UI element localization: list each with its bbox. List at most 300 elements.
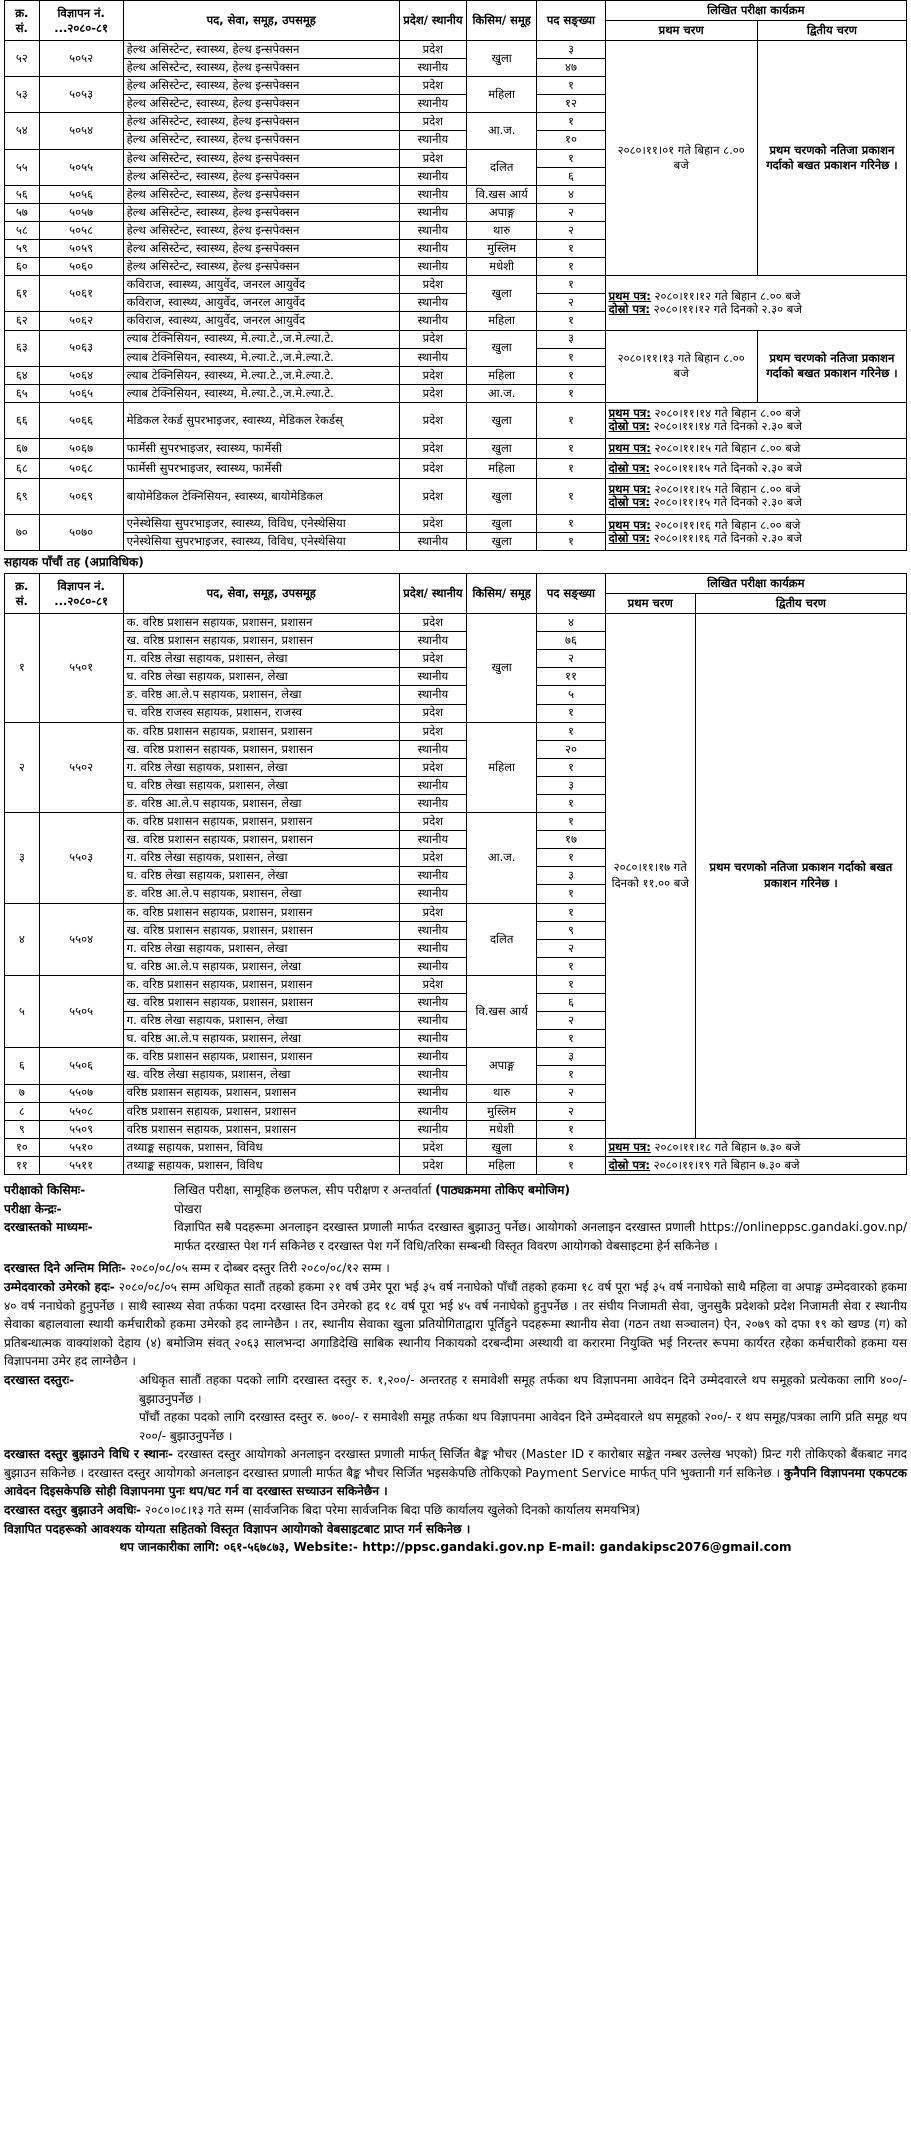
serial-number: १ <box>5 614 40 723</box>
post-type: प्रदेश <box>399 113 466 131</box>
post-count: १ <box>537 348 605 366</box>
paper-time: २०८०।११।१८ गते बिहान ७.३० बजे <box>650 1139 801 1154</box>
fee-row <box>4 1371 907 1445</box>
payment-period-value: २०८०।०८।१३ गते सम्म (सार्वजनिक बिदा परेमा सार्वजनिक बिदा पछि कार्यालय खुलेको दिनको कार्यालय समयभित्र) <box>141 1503 641 1518</box>
paper-schedule-cell <box>605 1156 906 1174</box>
post-type: स्थानीय <box>399 1102 466 1120</box>
paper-schedule-cell <box>605 458 906 478</box>
ad-number: ५०६३ <box>39 330 123 366</box>
post-count: १ <box>537 366 605 384</box>
post-name: ख. वरिष्ठ लेखा सहायक, प्रशासन, लेखा <box>123 1066 399 1084</box>
post-name: कविराज, स्वास्थ्य, आयुर्वेद, जनरल आयुर्वेद <box>123 294 399 312</box>
post-count: १ <box>537 77 605 95</box>
post-count: १ <box>537 813 605 831</box>
post-count: १ <box>537 149 605 167</box>
post-name: ख. वरिष्ठ प्रशासन सहायक, प्रशासन, प्रशासन <box>123 994 399 1012</box>
post-name: क. वरिष्ठ प्रशासन सहायक, प्रशासन, प्रशासन <box>123 722 399 740</box>
category: थारु <box>466 221 536 239</box>
exam-table-health <box>4 0 907 551</box>
ad-number: ५०६९ <box>39 478 123 514</box>
header-second-stage: द्वितीय चरण <box>695 594 906 614</box>
category: महिला <box>466 366 536 384</box>
post-count: ३ <box>537 867 605 885</box>
post-name: घ. वरिष्ठ आ.ले.प सहायक, प्रशासन, लेखा <box>123 957 399 975</box>
post-count: १ <box>537 704 605 722</box>
header-count: पद सङ्ख्या <box>537 1 605 41</box>
post-name: वरिष्ठ प्रशासन सहायक, प्रशासन, प्रशासन <box>123 1084 399 1102</box>
serial-number: ५७ <box>5 203 40 221</box>
exam-type-text: लिखित परीक्षा, सामूहिक छलफल, सीप परीक्षण र अन्तर्वार्ता <box>174 1182 436 1197</box>
ad-number: ५५०५ <box>39 975 123 1047</box>
ad-number: ५०६४ <box>39 366 123 384</box>
post-name: फार्मेसी सुपरभाइजर, स्वास्थ्य, फार्मेसी <box>123 458 399 478</box>
post-type: स्थानीय <box>399 994 466 1012</box>
post-name: हेल्थ असिस्टेन्ट, स्वास्थ्य, हेल्थ इन्सपेक्सन <box>123 131 399 149</box>
paper-schedule-cell <box>605 276 906 330</box>
paper-time: २०८०।११।१४ गते बिहान ८.०० बजे <box>650 406 801 421</box>
table-row <box>5 276 907 294</box>
paper-time: २०८०।११।१५ गते बिहान ८.०० बजे <box>650 440 801 455</box>
post-count: ३ <box>537 330 605 348</box>
second-stage-schedule: प्रथम चरणको नतिजा प्रकाशन गर्दाको बखत प्रकाशन गरिनेछ । <box>757 330 906 402</box>
post-type: प्रदेश <box>399 458 466 478</box>
ad-number: ५०५८ <box>39 221 123 239</box>
ad-number: ५०६० <box>39 258 123 276</box>
serial-number: २ <box>5 722 40 812</box>
deadline-label: दरखास्त दिने अन्तिम मितिः- <box>4 1261 127 1276</box>
table-row <box>5 478 907 514</box>
serial-number: ६७ <box>5 438 40 458</box>
post-name: ख. वरिष्ठ प्रशासन सहायक, प्रशासन, प्रशासन <box>123 831 399 849</box>
serial-number: ६८ <box>5 458 40 478</box>
age-limit-label: उम्मेदवारको उमेरको हदः- <box>4 1279 115 1294</box>
post-count: ७६ <box>537 632 605 650</box>
paper-label: दोस्रो पत्र: <box>608 531 651 546</box>
post-name: बायोमेडिकल टेक्निसियन, स्वास्थ्य, बायोमेडिकल <box>123 478 399 514</box>
post-count: २ <box>537 939 605 957</box>
post-count: २ <box>537 203 605 221</box>
second-stage-schedule: प्रथम चरणको नतिजा प्रकाशन गर्दाको बखत प्रकाशन गरिनेछ । <box>757 41 906 276</box>
ad-number: ५५११ <box>39 1156 123 1174</box>
category: खुला <box>466 402 536 438</box>
post-count: २ <box>537 1012 605 1030</box>
post-count: ३ <box>537 41 605 59</box>
category: मधेशी <box>466 258 536 276</box>
category: वि.खस आर्य <box>466 975 536 1047</box>
post-type: स्थानीय <box>399 348 466 366</box>
paper-schedule-cell <box>605 438 906 458</box>
post-count: ३ <box>537 776 605 794</box>
category: महिला <box>466 722 536 812</box>
exam-type-label: परीक्षाको किसिमः- <box>4 1182 86 1197</box>
post-count: ४ <box>537 614 605 632</box>
post-count: १० <box>537 131 605 149</box>
post-name: हेल्थ असिस्टेन्ट, स्वास्थ्य, हेल्थ इन्सपेक्सन <box>123 240 399 258</box>
post-name: ल्याब टेक्निसियन, स्वास्थ्य, मे.ल्या.टे.,ज.मे.ल्या.टे. <box>123 384 399 402</box>
header-cat: किसिम/ समूह <box>466 574 536 614</box>
post-name: ङ. वरिष्ठ आ.ले.प सहायक, प्रशासन, लेखा <box>123 686 399 704</box>
paper-label: प्रथम पत्र: <box>608 440 651 455</box>
table-row <box>5 330 907 348</box>
post-name: वरिष्ठ प्रशासन सहायक, प्रशासन, प्रशासन <box>123 1102 399 1120</box>
paper-schedule <box>609 1141 903 1154</box>
post-count: १ <box>537 1120 605 1138</box>
post-name: हेल्थ असिस्टेन्ट, स्वास्थ्य, हेल्थ इन्सपेक्सन <box>123 203 399 221</box>
serial-number: ७० <box>5 514 40 550</box>
deadline-value: २०८०/०८/०५ सम्म र दोब्बर दस्तुर तिरी २०८०/०८/१२ सम्म । <box>126 1261 390 1276</box>
fee-label: दरखास्त दस्तुरः- <box>4 1372 75 1387</box>
post-type: प्रदेश <box>399 77 466 95</box>
post-count: १ <box>537 478 605 514</box>
paper-label: प्रथम पत्र: <box>608 288 651 303</box>
post-name: घ. वरिष्ठ आ.ले.प सहायक, प्रशासन, लेखा <box>123 1030 399 1048</box>
post-name: एनेस्थेसिया सुपरभाइजर, स्वास्थ्य, विविध, एनेस्थेसिया <box>123 532 399 550</box>
ad-number: ५०६१ <box>39 276 123 312</box>
second-stage-schedule: प्रथम चरणको नतिजा प्रकाशन गर्दाको बखत प्रकाशन गरिनेछ । <box>695 614 906 1139</box>
ad-number: ५५०७ <box>39 1084 123 1102</box>
post-name: ख. वरिष्ठ प्रशासन सहायक, प्रशासन, प्रशासन <box>123 740 399 758</box>
payment-method-value: दरखास्त दस्तुर आयोगको अनलाइन दरखास्त प्रणाली मार्फत् सिर्जित बैङ्क भौचर (Master ID र कारोबार सङ्केत नम्बर उल्लेख भएको) प्रिन्ट गरी तोकिएको बैंकबाट नगद बुझाउन सकिनेछ । दरखास्त दस्तुर आयोगको अनलाइन दरखास्त प्रणाली मार्फत बैङ्क भौचर सिर्जित भइसकेपछि तोकिएको Payment Service मार्फत् पनि भुक्तानी गर्न सकिनेछ । <box>4 1447 907 1480</box>
post-type: प्रदेश <box>399 149 466 167</box>
post-name: घ. वरिष्ठ लेखा सहायक, प्रशासन, लेखा <box>123 867 399 885</box>
post-name: हेल्थ असिस्टेन्ट, स्वास्थ्य, हेल्थ इन्सपेक्सन <box>123 59 399 77</box>
serial-number: ६१ <box>5 276 40 312</box>
post-count: १२ <box>537 95 605 113</box>
post-type: स्थानीय <box>399 1048 466 1066</box>
serial-number: १० <box>5 1138 40 1156</box>
post-count: १ <box>537 1066 605 1084</box>
payment-period-row <box>4 1501 907 1520</box>
post-type: प्रदेश <box>399 478 466 514</box>
post-type: प्रदेश <box>399 722 466 740</box>
post-name: वरिष्ठ प्रशासन सहायक, प्रशासन, प्रशासन <box>123 1120 399 1138</box>
post-name: हेल्थ असिस्टेन्ट, स्वास्थ्य, हेल्थ इन्सपेक्सन <box>123 258 399 276</box>
post-count: ३ <box>537 1048 605 1066</box>
paper-schedule-cell <box>605 402 906 438</box>
post-count: १ <box>537 312 605 330</box>
post-count: १ <box>537 722 605 740</box>
post-name: हेल्थ असिस्टेन्ट, स्वास्थ्य, हेल्थ इन्सपेक्सन <box>123 113 399 131</box>
ad-number: ५०५७ <box>39 203 123 221</box>
paper-time: २०८०।११।१५ गते दिनको २.३० बजे <box>650 495 802 510</box>
post-count: १ <box>537 975 605 993</box>
post-name: ग. वरिष्ठ लेखा सहायक, प्रशासन, लेखा <box>123 939 399 957</box>
payment-period-label: दरखास्त दस्तुर बुझाउने अवधिः- <box>4 1503 142 1518</box>
post-type: स्थानीय <box>399 532 466 550</box>
paper-label: दोस्रो पत्र: <box>608 419 651 434</box>
fee-officer: अधिकृत सातौं तहका पदको लागि दरखास्त दस्तुर रु. १,२००/- अन्तरतह र समावेशी समूह तर्फका थप विज्ञापनमा आवेदन दिने उम्मेदवारले थप समूहको प्रत्येकका लागि ४००/- बुझाउनुपर्नेछ । <box>139 1372 907 1406</box>
post-name: हेल्थ असिस्टेन्ट, स्वास्थ्य, हेल्थ इन्सपेक्सन <box>123 185 399 203</box>
category: महिला <box>466 77 536 113</box>
serial-number: ३ <box>5 813 40 903</box>
post-count: १ <box>537 795 605 813</box>
paper-schedule-cell <box>605 514 906 550</box>
header-adno: विज्ञापन नं. ...२०८०-८१ <box>39 1 123 41</box>
post-type: स्थानीय <box>399 131 466 149</box>
post-count: १ <box>537 1156 605 1174</box>
category: अपाङ्ग <box>466 1048 536 1084</box>
category: खुला <box>466 614 536 723</box>
header-type: प्रदेश/ स्थानीय <box>399 1 466 41</box>
post-type: प्रदेश <box>399 438 466 458</box>
exam-type-row <box>4 1181 907 1200</box>
ad-number: ५५०९ <box>39 1120 123 1138</box>
category: मुस्लिम <box>466 1102 536 1120</box>
ad-number: ५५०६ <box>39 1048 123 1084</box>
exam-table-assistant <box>4 573 907 1175</box>
post-count: १ <box>537 1030 605 1048</box>
payment-method-row <box>4 1445 907 1501</box>
post-count: २ <box>537 650 605 668</box>
serial-number: ५५ <box>5 149 40 185</box>
post-name: क. वरिष्ठ प्रशासन सहायक, प्रशासन, प्रशासन <box>123 903 399 921</box>
paper-time: २०८०।११।१६ गते बिहान ८.०० बजे <box>650 518 801 533</box>
post-count: १ <box>537 384 605 402</box>
ad-number: ५५०१ <box>39 614 123 723</box>
category: थारु <box>466 1084 536 1102</box>
post-count: १ <box>537 402 605 438</box>
paper-label: दोस्रो पत्र: <box>608 1157 651 1172</box>
serial-number: ६३ <box>5 330 40 366</box>
paper-schedule <box>609 420 903 433</box>
serial-number: ५ <box>5 975 40 1047</box>
post-count: १ <box>537 276 605 294</box>
serial-number: ५६ <box>5 185 40 203</box>
post-count: १७ <box>537 831 605 849</box>
category: खुला <box>466 514 536 532</box>
post-count: ६ <box>537 167 605 185</box>
serial-number: ६२ <box>5 312 40 330</box>
paper-time: २०८०।११।१५ गते बिहान ८.०० बजे <box>650 482 801 497</box>
ad-number: ५०६५ <box>39 384 123 402</box>
first-stage-schedule: २०८०।११।१३ गते बिहान ८.०० बजे <box>605 330 757 402</box>
post-type: प्रदेश <box>399 402 466 438</box>
post-name: हेल्थ असिस्टेन्ट, स्वास्थ्य, हेल्थ इन्सपेक्सन <box>123 77 399 95</box>
post-count: १ <box>537 240 605 258</box>
post-type: प्रदेश <box>399 614 466 632</box>
paper-schedule-cell <box>605 478 906 514</box>
ad-number: ५५०४ <box>39 903 123 975</box>
serial-number: ५४ <box>5 113 40 149</box>
post-type: प्रदेश <box>399 650 466 668</box>
post-type: प्रदेश <box>399 514 466 532</box>
paper-label: प्रथम पत्र: <box>608 406 651 421</box>
application-medium-label: दरखास्तको माध्यमः- <box>4 1220 93 1235</box>
post-count: ४ <box>537 185 605 203</box>
post-name: ङ. वरिष्ठ आ.ले.प सहायक, प्रशासन, लेखा <box>123 795 399 813</box>
exam-center-row <box>4 1200 907 1219</box>
category: आ.ज. <box>466 813 536 903</box>
post-type: स्थानीय <box>399 1066 466 1084</box>
post-type: स्थानीय <box>399 95 466 113</box>
paper-label: दोस्रो पत्र: <box>608 495 651 510</box>
paper-schedule <box>609 442 903 455</box>
post-type: स्थानीय <box>399 1030 466 1048</box>
post-count: १ <box>537 458 605 478</box>
application-medium-value: विज्ञापित सबै पदहरूमा अनलाइन दरखास्त प्रणाली मार्फत दरखास्त बुझाउनु पर्नेछ। आयोगको अनलाइन दरखास्त प्रणाली https://onlineppsc.gandaki.gov.np/ मार्फत दरखास्त पेश गर्न सकिनेछ र दरखास्त पेश गर्ने विधि/तरिका सम्बन्धी विस्तृत विवरण आयोगको वेबसाइटमा हेर्न सकिनेछ । <box>174 1220 907 1253</box>
post-name: ग. वरिष्ठ लेखा सहायक, प्रशासन, लेखा <box>123 650 399 668</box>
post-type: स्थानीय <box>399 776 466 794</box>
post-type: स्थानीय <box>399 312 466 330</box>
post-name: ग. वरिष्ठ लेखा सहायक, प्रशासन, लेखा <box>123 849 399 867</box>
fee-assistant: पाँचौं तहका पदको लागि दरखास्त दस्तुर रु. ७००/- र समावेशी समूह तर्फका थप विज्ञापनमा आवेदन दिने उम्मेदवारले थप समूहको २००/- र थप समूह/पत्रका लागि प्रति समूह थप २००/- बुझाउनुपर्नेछ । <box>139 1410 907 1443</box>
serial-number: ६० <box>5 258 40 276</box>
category: दलित <box>466 903 536 975</box>
category: अपाङ्ग <box>466 203 536 221</box>
paper-time: २०८०।११।१५ गते दिनको २.३० बजे <box>650 460 802 475</box>
post-count: १ <box>537 532 605 550</box>
post-type: स्थानीय <box>399 167 466 185</box>
post-type: स्थानीय <box>399 740 466 758</box>
post-count: ६ <box>537 994 605 1012</box>
post-name: च. वरिष्ठ राजस्व सहायक, प्रशासन, राजस्व <box>123 704 399 722</box>
header-post: पद, सेवा, समूह, उपसमूह <box>123 574 399 614</box>
category: खुला <box>466 41 536 77</box>
post-count: १ <box>537 438 605 458</box>
category: मुस्लिम <box>466 240 536 258</box>
deadline-row <box>4 1259 907 1278</box>
post-name: एनेस्थेसिया सुपरभाइजर, स्वास्थ्य, विविध, एनेस्थेसिया <box>123 514 399 532</box>
post-name: घ. वरिष्ठ लेखा सहायक, प्रशासन, लेखा <box>123 668 399 686</box>
post-count: ४७ <box>537 59 605 77</box>
category: आ.ज. <box>466 113 536 149</box>
post-count: १ <box>537 957 605 975</box>
post-count: २ <box>537 221 605 239</box>
category: खुला <box>466 478 536 514</box>
post-name: फार्मेसी सुपरभाइजर, स्वास्थ्य, फार्मेसी <box>123 438 399 458</box>
ad-number: ५०६७ <box>39 438 123 458</box>
ad-number: ५०६२ <box>39 312 123 330</box>
header-adno: विज्ञापन नं. ...२०८०-८१ <box>39 574 123 614</box>
ad-number: ५०७० <box>39 514 123 550</box>
category: मधेशी <box>466 1120 536 1138</box>
serial-number: ९ <box>5 1120 40 1138</box>
post-type: स्थानीय <box>399 795 466 813</box>
table-row <box>5 438 907 458</box>
table-row <box>5 514 907 532</box>
post-name: ङ. वरिष्ठ आ.ले.प सहायक, प्रशासन, लेखा <box>123 885 399 903</box>
serial-number: ६९ <box>5 478 40 514</box>
post-type: स्थानीय <box>399 885 466 903</box>
ad-number: ५५०३ <box>39 813 123 903</box>
ad-number: ५५०२ <box>39 722 123 812</box>
post-type: स्थानीय <box>399 1120 466 1138</box>
paper-label: प्रथम पत्र: <box>608 482 651 497</box>
post-name: घ. वरिष्ठ लेखा सहायक, प्रशासन, लेखा <box>123 776 399 794</box>
post-name: ख. वरिष्ठ प्रशासन सहायक, प्रशासन, प्रशासन <box>123 632 399 650</box>
payment-method-label: दरखास्त दस्तुर बुझाउने विधि र स्थानः- <box>4 1447 173 1462</box>
post-type: प्रदेश <box>399 366 466 384</box>
post-type: प्रदेश <box>399 903 466 921</box>
post-name: क. वरिष्ठ प्रशासन सहायक, प्रशासन, प्रशासन <box>123 1048 399 1066</box>
header-schedule: लिखित परीक्षा कार्यक्रम <box>605 1 906 21</box>
serial-number: ४ <box>5 903 40 975</box>
post-name: मेडिकल रेकर्ड सुपरभाइजर, स्वास्थ्य, मेडिकल रेकर्डस् <box>123 402 399 438</box>
paper-schedule-cell <box>605 1138 906 1156</box>
post-type: स्थानीय <box>399 831 466 849</box>
post-name: हेल्थ असिस्टेन्ट, स्वास्थ्य, हेल्थ इन्सपेक्सन <box>123 95 399 113</box>
post-type: स्थानीय <box>399 294 466 312</box>
paper-schedule <box>609 303 903 316</box>
post-type: स्थानीय <box>399 686 466 704</box>
paper-label: प्रथम पत्र: <box>608 1139 651 1154</box>
post-type: प्रदेश <box>399 704 466 722</box>
post-name: हेल्थ असिस्टेन्ट, स्वास्थ्य, हेल्थ इन्सपेक्सन <box>123 149 399 167</box>
serial-number: ६४ <box>5 366 40 384</box>
post-name: तथ्याङ्क सहायक, प्रशासन, विविध <box>123 1138 399 1156</box>
post-name: क. वरिष्ठ प्रशासन सहायक, प्रशासन, प्रशासन <box>123 614 399 632</box>
ad-number: ५०५६ <box>39 185 123 203</box>
ad-number: ५०५९ <box>39 240 123 258</box>
notice-info <box>4 1181 907 1557</box>
ad-number: ५०५५ <box>39 149 123 185</box>
table-row <box>5 402 907 438</box>
post-name: ल्याब टेक्निसियन, स्वास्थ्य, मे.ल्या.टे.,ज.मे.ल्या.टे. <box>123 348 399 366</box>
header-second-stage: द्वितीय चरण <box>757 21 906 41</box>
post-count: १ <box>537 113 605 131</box>
serial-number: ११ <box>5 1156 40 1174</box>
post-type: स्थानीय <box>399 258 466 276</box>
post-name: क. वरिष्ठ प्रशासन सहायक, प्रशासन, प्रशासन <box>123 975 399 993</box>
post-type: स्थानीय <box>399 957 466 975</box>
detail-notice: विज्ञापित पदहरूको आवश्यक योग्यता सहितको विस्तृत विज्ञापन आयोगको वेबसाइटबाट प्राप्त गर्न सकिनेछ । <box>4 1521 471 1536</box>
category: खुला <box>466 1138 536 1156</box>
ad-number: ५०६८ <box>39 458 123 478</box>
post-type: स्थानीय <box>399 59 466 77</box>
category: खुला <box>466 276 536 312</box>
table-row <box>5 458 907 478</box>
paper-label: दोस्रो पत्र: <box>608 301 651 316</box>
post-name: कविराज, स्वास्थ्य, आयुर्वेद, जनरल आयुर्वेद <box>123 312 399 330</box>
paper-label: प्रथम पत्र: <box>608 518 651 533</box>
exam-type-value <box>174 1181 907 1200</box>
post-type: प्रदेश <box>399 330 466 348</box>
post-type: स्थानीय <box>399 867 466 885</box>
post-type: स्थानीय <box>399 632 466 650</box>
serial-number: ७ <box>5 1084 40 1102</box>
serial-number: ६५ <box>5 384 40 402</box>
serial-number: ६ <box>5 1048 40 1084</box>
post-name: ख. वरिष्ठ प्रशासन सहायक, प्रशासन, प्रशासन <box>123 921 399 939</box>
ad-number: ५५०८ <box>39 1102 123 1120</box>
post-type: प्रदेश <box>399 1138 466 1156</box>
post-type: स्थानीय <box>399 939 466 957</box>
first-stage-schedule: २०८०।११।०१ गते बिहान ८.०० बजे <box>605 41 757 276</box>
post-type: प्रदेश <box>399 1156 466 1174</box>
category: खुला <box>466 438 536 458</box>
paper-time: २०८०।११।१२ गते दिनको २.३० बजे <box>650 301 802 316</box>
header-count: पद सङ्ख्या <box>537 574 605 614</box>
first-stage-schedule: २०८०।११।१७ गते दिनको ११.०० बजे <box>605 614 695 1139</box>
table-row <box>5 1156 907 1174</box>
header-cat: किसिम/ समूह <box>466 1 536 41</box>
post-name: हेल्थ असिस्टेन्ट, स्वास्थ्य, हेल्थ इन्सपेक्सन <box>123 221 399 239</box>
post-count: २ <box>537 1102 605 1120</box>
serial-number: ८ <box>5 1102 40 1120</box>
serial-number: ६६ <box>5 402 40 438</box>
ad-number: ५०५२ <box>39 41 123 77</box>
post-type: प्रदेश <box>399 849 466 867</box>
post-name: ग. वरिष्ठ लेखा सहायक, प्रशासन, लेखा <box>123 1012 399 1030</box>
post-count: १ <box>537 758 605 776</box>
post-name: ल्याब टेक्निसियन, स्वास्थ्य, मे.ल्या.टे.,ज.मे.ल्या.टे. <box>123 366 399 384</box>
category: आ.ज. <box>466 384 536 402</box>
paper-time: २०८०।११।१२ गते बिहान ८.०० बजे <box>650 288 801 303</box>
post-type: स्थानीय <box>399 185 466 203</box>
post-count: ५ <box>537 686 605 704</box>
table-row <box>5 1138 907 1156</box>
ad-number: ५०५४ <box>39 113 123 149</box>
